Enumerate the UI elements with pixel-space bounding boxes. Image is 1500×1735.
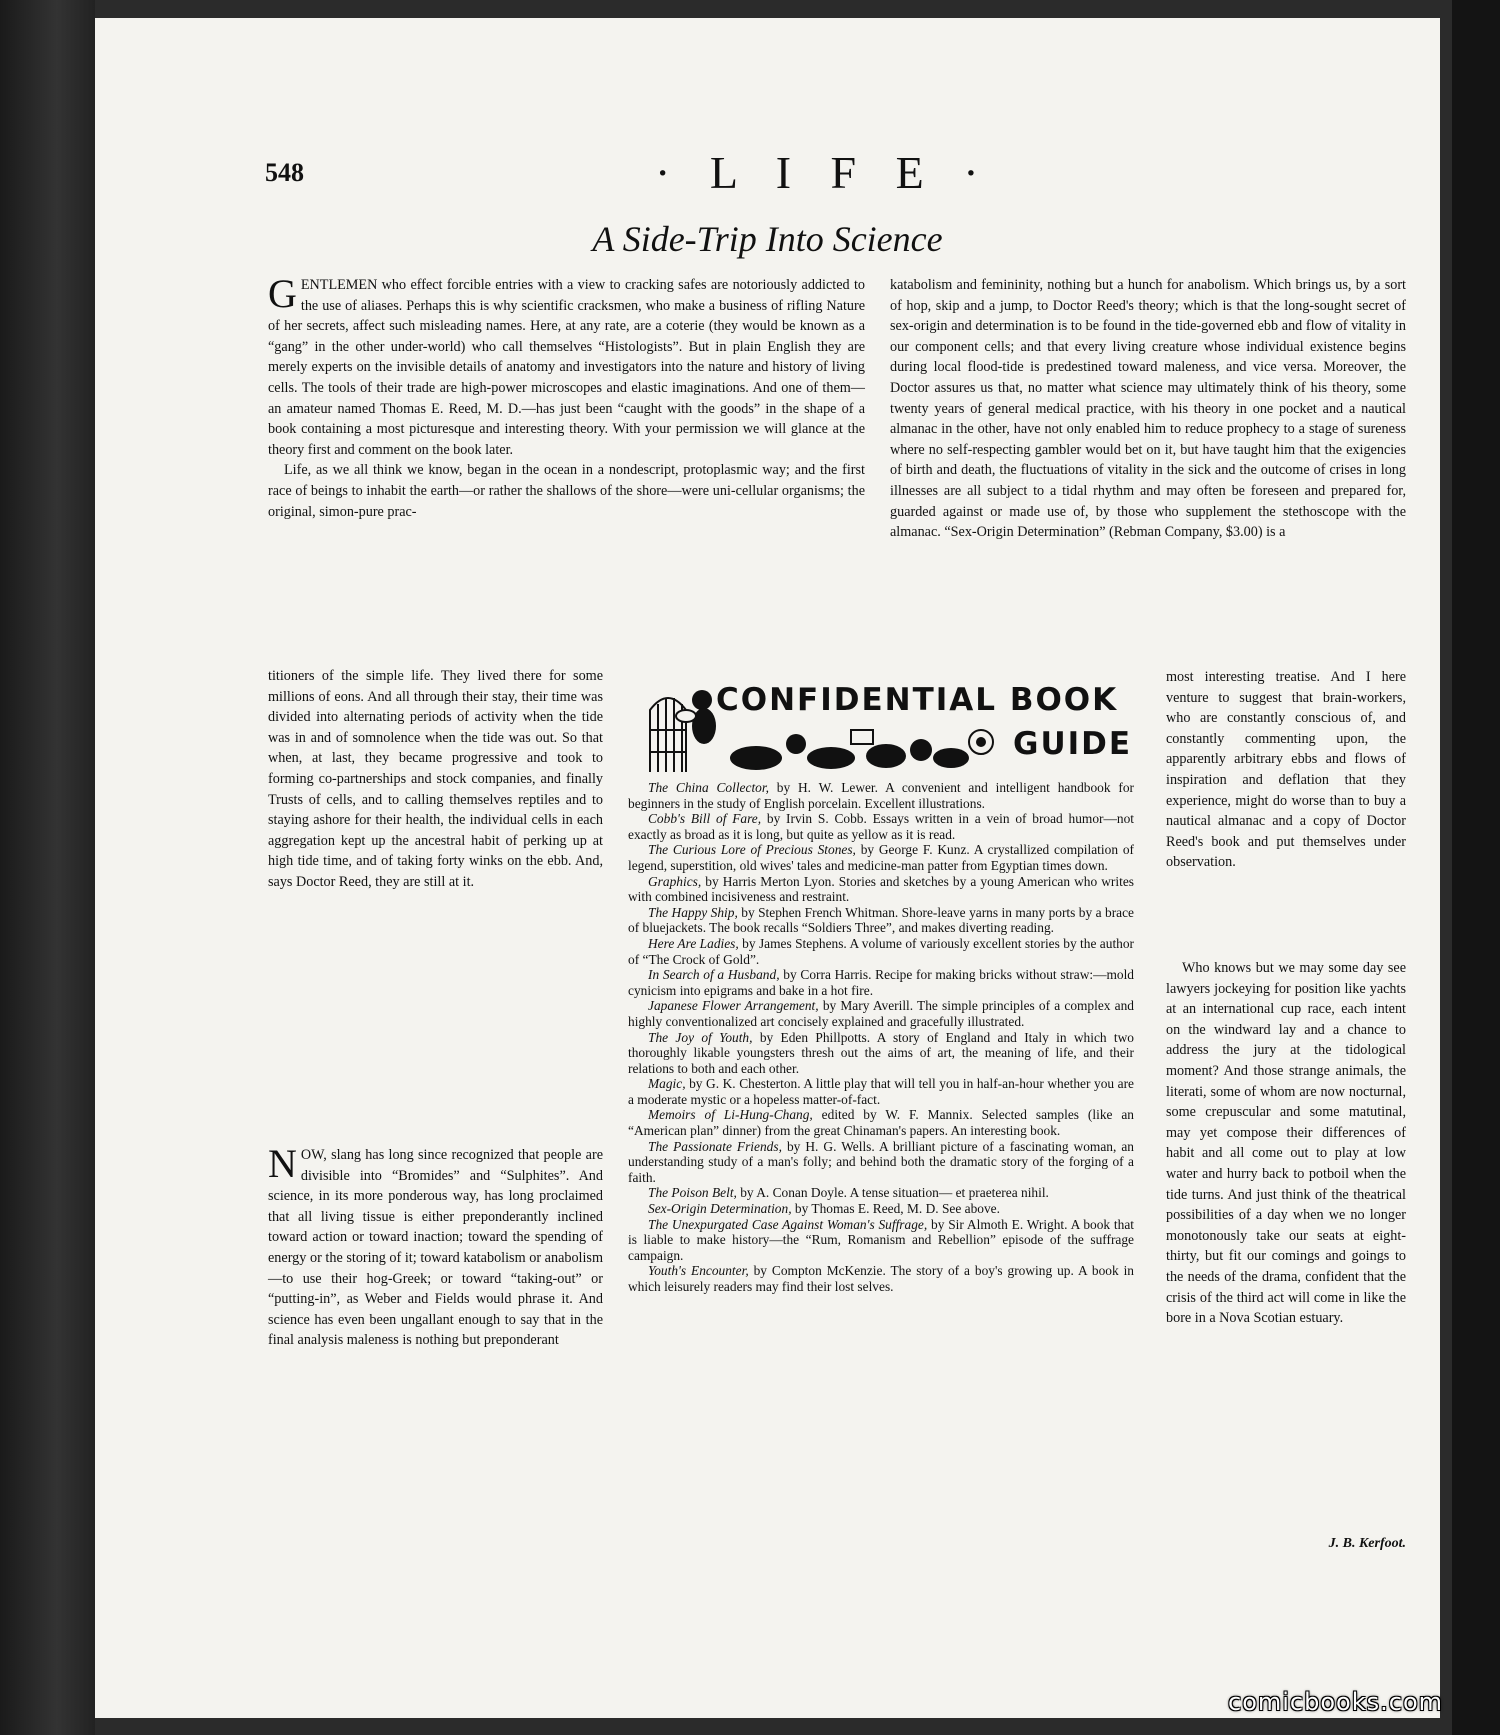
book-title: Sex-Origin Determination, — [648, 1201, 792, 1217]
book-guide-entry — [628, 1076, 1134, 1107]
scan-border-right — [1452, 0, 1500, 1735]
book-title: Memoirs of Li-Hung-Chang, — [648, 1107, 813, 1123]
book-guide-entry — [628, 780, 1134, 811]
author-signature: J. B. Kerfoot. — [1328, 1536, 1406, 1551]
paragraph-life-continued: titioners of the simple life. They lived there for some millions of eons. And all through their stay, their time was divided into alternating periods of activity when the tide was in and of somnolence when the tide was out. So that when, at last, they became progressive and took to forming co-partnerships and stock companies, and finally Trusts of cells, and to calling themselves reptiles and to staying ashore for their health, the individual cells in each aggregation kept up the ancestral habit of perking up at high tide time, and of taking forty winks on the ebb. And, says Doctor Reed, they are still at it. — [268, 668, 603, 890]
book-blurb: by Corra Harris. Recipe for making bricks without straw:—mold cynicism into epigrams and bake in a hot fire. — [628, 967, 1134, 998]
book-title: The Joy of Youth, — [648, 1029, 753, 1045]
book-guide-entry — [628, 936, 1134, 967]
book-title: The Unexpurgated Case Against Woman's Suffrage, — [648, 1216, 928, 1232]
book-blurb: edited by W. F. Mannix. Selected samples (like an “American plan” dinner) from the great Chinaman's papers. An interesting book. — [628, 1107, 1135, 1139]
reading-figures-icon — [730, 730, 993, 770]
book-guide-entry — [628, 874, 1134, 905]
article-column-right-bottom — [1166, 958, 1406, 1329]
book-blurb: by A. Conan Doyle. A tense situation— et praeterea nihil. — [736, 1185, 1049, 1201]
book-blurb: by James Stephens. A volume of variously excellent stories by the author of “The Crock of Gold”. — [628, 935, 1135, 967]
book-guide-entry — [628, 1263, 1134, 1294]
book-guide-title-guide: GUIDE — [1013, 726, 1133, 762]
birdcage-icon — [650, 698, 686, 772]
book-blurb: by Thomas E. Reed, M. D. See above. — [791, 1201, 1000, 1217]
book-guide-entry — [628, 1030, 1134, 1077]
watermark: comicbooks.com — [1228, 1688, 1444, 1716]
book-title: In Search of a Husband, — [648, 967, 780, 983]
book-blurb: by Harris Merton Lyon. Stories and sketches by a young American who writes with combined incisiveness and restraint. — [628, 873, 1134, 905]
book-guide-entry — [628, 967, 1134, 998]
article-column-left-bottom — [268, 1141, 603, 1351]
paragraph-now-slang: NOW, slang has long since recognized that people are divisible into “Bromides” and “Sulphites”. And science, in its more ponderous way, has long proclaimed that all living tissue is either preponderantly inclined toward action or toward inaction; toward the spending of energy or the storing of it; toward katabolism or anabolism—to use their hog-Greek; or toward “taking-out” or “putting-in”, as Weber and Fields would phrase it. And science has even been ungallant enough to say that in the final analysis maleness is nothing but preponderant — [268, 1141, 603, 1349]
book-guide-entry — [628, 811, 1134, 842]
book-title: The Poison Belt, — [648, 1185, 737, 1201]
article-column-left-mid — [268, 666, 603, 893]
book-guide-entry — [628, 905, 1134, 936]
book-guide-header — [646, 680, 1133, 775]
page-number: 548 — [265, 158, 304, 187]
book-blurb: by Eden Phillpotts. A story of England and Italy in which two thoroughly likable youngsters thresh out the aims of art, the meaning of life, and their relations to both and each other. — [628, 1029, 1135, 1076]
book-title: The China Collector, — [648, 780, 769, 795]
drop-cap-n: N — [268, 1141, 297, 1186]
book-title: Japanese Flower Arrangement, — [648, 998, 819, 1014]
book-title: The Curious Lore of Precious Stones, — [648, 842, 856, 858]
article-column-top-left — [268, 271, 865, 522]
book-guide-list — [628, 780, 1134, 1295]
book-guide-entry — [628, 1139, 1134, 1186]
paragraph-katabolism: katabolism and femininity, nothing but a hunch for anabolism. Which brings us, by a sort of hop, skip and a jump, to Doctor Reed's theory; which is that the long-sought secret of sex-origin and determination is to be found in the tide-governed ebb and flow of vitality in our component cells; and that every living creature whose individual existence begins during local flood-tide is predestined toward maleness, and vice versa. Moreover, the Doctor assures us that, no matter what science may ultimately think of his theory, some twenty years of general medical practice, with his theory in one pocket and a nautical almanac in the other, have not only enabled him to reduce prophecy to a stage of sureness where no self-respecting gambler would bet on it, but have taught him that the exigencies of birth and death, the fluctuations of vitality in the sick and the outcome of crises in long illnesses are all subject to a tidal rhythm and may often be foreseen and prepared for, guarded against or made use of, by those who supplement the stethoscope with the almanac. “Sex-Origin Determination” (Rebman Company, $3.00) is a — [890, 277, 1406, 541]
scan-border-left — [0, 0, 95, 1735]
article-column-top-right — [890, 275, 1406, 543]
book-guide-entry — [628, 1185, 1134, 1201]
book-blurb: by G. K. Chesterton. A little play that will tell you in half-an-hour whether you are a moderate mystic or a hopeless matter-of-fact. — [628, 1076, 1134, 1107]
book-guide-title: CONFIDENTIAL BOOK — [716, 682, 1119, 718]
drop-cap-g: G — [268, 271, 297, 316]
book-guide-entry — [628, 1107, 1134, 1138]
book-title: Here Are Ladies, — [648, 935, 739, 951]
book-title: Graphics, — [648, 873, 702, 889]
book-blurb: by H. W. Lewer. A convenient and intelligent handbook for beginners in the study of English porcelain. Excellent illustrations. — [628, 780, 1134, 811]
book-guide-entry — [628, 998, 1134, 1029]
paragraph-who-knows: Who knows but we may some day see lawyers jockeying for position like yachts at an international cup race, each intent on the windward lay and a chance to address the jury at the tidological moment? And those strange animals, the literati, some of whom are now nocturnal, some crepuscular and some matutinal, may yet compose their differences of habit and all come out to play at low water and hurry back to potboil when the tide turns. And just think of the theatrical possibilities of a day when we no longer monotonously take our seats at eight-thirty, but fit our comings and goings to the needs of the drama, confident that the crisis of the third act will come in like the bore in a Nova Scotian estuary. — [1166, 960, 1406, 1327]
book-title: Cobb's Bill of Fare, — [648, 811, 762, 827]
book-blurb: by Stephen French Whitman. Shore-leave yarns in many ports by a brace of bluejackets. The book recalls “Soldiers Three”, and makes diverting reading. — [628, 904, 1134, 936]
book-guide-entry — [628, 1217, 1134, 1264]
book-blurb: by Mary Averill. The simple principles of a complex and highly conventionalized art concisely explained and gracefully illustrated. — [628, 998, 1135, 1029]
paragraph-gentlemen: GENTLEMEN who effect forcible entries with a view to cracking safes are notoriously addicted to the use of aliases. Perhaps this is why scientific cracksmen, who make a business of rifling Nature of her secrets, affect such misleading names. Here, at any rate, are a coterie (they would be known as a “gang” in the other under-world) who call themselves “Histologists”. But in plain English they are merely experts on the invisible details of anatomy and investigators into the nature and history of living cells. The tools of their trade are high-power microscopes and elastic imaginations. And one of them—an amateur named Thomas E. Reed, M. D.—has just been “caught with the goods” in the shape of a book containing a most picturesque and interesting theory. With your permission we will glance at the theory first and comment on the book later. — [268, 271, 865, 458]
book-title: The Happy Ship, — [648, 904, 738, 920]
book-title: Youth's Encounter, — [648, 1263, 749, 1279]
article-column-right-mid — [1166, 667, 1406, 873]
article-title: A Side-Trip Into Science — [592, 219, 943, 259]
magazine-page — [95, 18, 1440, 1718]
book-blurb: by H. G. Wells. A brilliant picture of a fascinating woman, an understanding study of a man's folly; and behind both the dramatic story of the forging of a faith. — [628, 1138, 1134, 1185]
book-guide-entry — [628, 1201, 1134, 1217]
masthead: · L I F E · — [655, 147, 993, 198]
paragraph-life-began: Life, as we all think we know, began in the ocean in a nondescript, protoplasmic way; and the first race of beings to inhabit the earth—or rather the shallows of the shore—were uni-cellular organisms; the original, simon-pure prac- — [268, 462, 865, 520]
book-blurb: by George F. Kunz. A crystallized compilation of legend, superstition, old wives' tales and medicine-man patter from Egyptian times down. — [628, 842, 1134, 873]
book-blurb: by Irvin S. Cobb. Essays written in a vein of broad humor—not exactly as broad as it is long, but quite as yellow as it is read. — [628, 811, 1134, 842]
book-title: The Passionate Friends, — [648, 1138, 782, 1154]
book-blurb: by Compton McKenzie. The story of a boy's growing up. A book in which leisurely readers may find their lost selves. — [628, 1263, 1134, 1294]
book-title: Magic, — [648, 1076, 686, 1092]
book-guide-entry — [628, 842, 1134, 873]
book-blurb: by Sir Almoth E. Wright. A book that is liable to make history—the “Rum, Romanism and Rebellion” episode of the suffrage campaign. — [628, 1216, 1134, 1263]
paragraph-treatise: most interesting treatise. And I here venture to suggest that brain-workers, who are constantly conscious of, and constantly commenting upon, the apparently arbitrary ebbs and flows of inspiration and deflation that they experience, might do worse than to buy a nautical almanac and a copy of Doctor Reed's book and put themselves under observation. — [1166, 669, 1406, 871]
